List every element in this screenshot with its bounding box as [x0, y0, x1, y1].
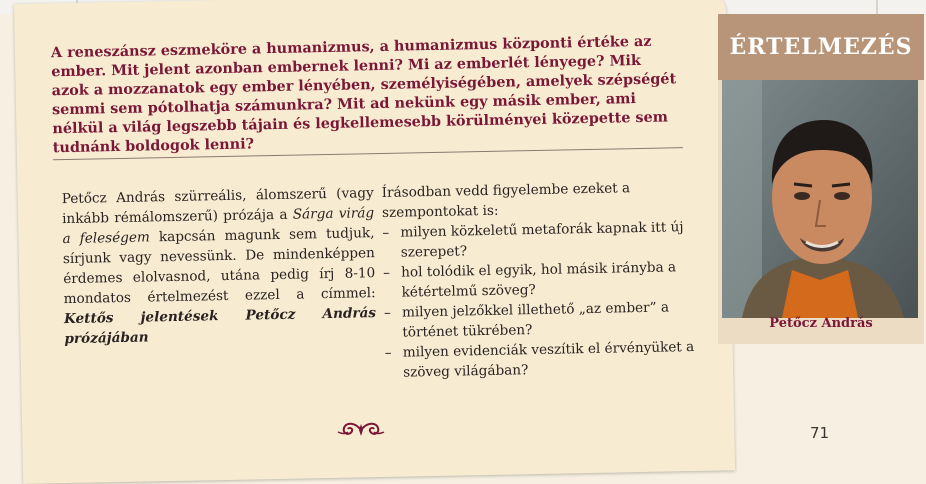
ornament-icon	[336, 418, 386, 442]
page-number: 71	[810, 424, 830, 442]
list-item-text: milyen közkeletű metaforák kapnak itt új szerepet?	[400, 219, 684, 261]
assignment-text-part: Petőcz András szürreális, álomszerű (vagy inkább rémálomszerű) prózája a	[61, 185, 374, 228]
essay-title: Kettős jelentések Petőcz András prózájában	[63, 305, 377, 348]
list-item-text: milyen jelzőkkel illethető „az ember” a történet tükrében?	[401, 299, 670, 341]
list-item: – milyen evidenciák veszítik el érvényüket a szöveg világában?	[384, 339, 695, 381]
list-item-text: hol tolódik el egyik, hol másik irányba a kétértelmű szöveg?	[401, 259, 677, 301]
list-item: – hol tolódik el egyik, hol másik irányba a kétértelmű szöveg?	[383, 259, 677, 301]
work-title: Sárga virág a feleségem	[62, 205, 375, 248]
criteria-list	[382, 217, 701, 383]
list-item: – milyen közkeletű metaforák kapnak itt új szerepet?	[382, 219, 684, 261]
portrait-caption: Petőcz András	[769, 316, 873, 331]
portrait-photo	[722, 80, 918, 318]
assignment-text	[62, 183, 377, 349]
assignment-text-part: kapcsán magunk sem tudjuk, sírjunk vagy nevessünk. De mindenképpen érdemes elolvasnod, utána pedig írj 8-10 mondatos értelmezést ezzel a címmel:	[62, 225, 376, 308]
list-item: – milyen jelzőkkel illethető „az ember” a történet tükrében?	[383, 299, 670, 341]
intro-question: A reneszánsz eszmeköre a humanizmus, a humanizmus központi értéke az ember. Mit jelent azonban embernek lenni? Mi az emberlét lényege? Mik azok a mozzanatok egy ember lényében, személyiségében, amelyek szépségét semmi sem pótolhatja számunkra? Mit ad nekünk egy másik ember, ami nélkül a világ legszebb tájain és legkellemesebb körülményei közepette sem tudnánk boldogok lenni?	[50, 32, 677, 157]
strip-divider	[876, 0, 878, 14]
sidebar-panel	[718, 14, 924, 344]
assignment-card	[14, 0, 735, 484]
criteria-intro: Írásodban vedd figyelembe ezeket a szempontokat is:	[381, 180, 631, 221]
sidebar-title: ÉRTELMEZÉS	[718, 14, 924, 80]
criteria-column	[382, 177, 702, 383]
list-item-text: milyen evidenciák veszítik el érvényüket a szöveg világában?	[402, 339, 695, 381]
